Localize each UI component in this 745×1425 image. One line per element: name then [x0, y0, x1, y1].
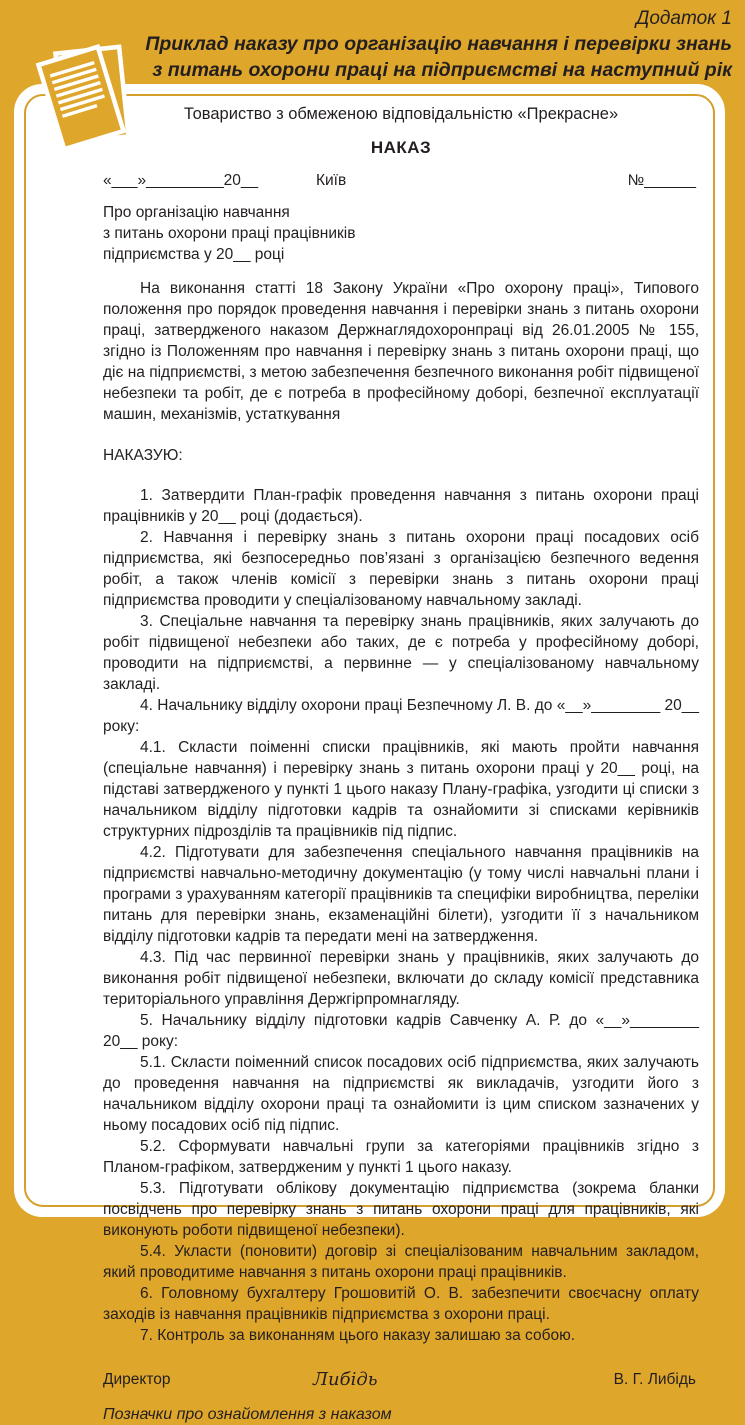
- order-item-4-1: 4.1. Скласти поіменні списки працівників, які мають пройти навчання (спеціальне навчання) і перевірку знань з питань охорони праці у 20__ році, на підставі затвердженого у пункті 1 цього наказу Плану-графіка, узгодити ці списки з начальником відділу підготовки кадрів та ознайомити зі списками керівників структурних підрозділів та працівників під підпис.: [103, 739, 699, 840]
- intro-paragraph: На виконання статті 18 Закону України «Про охорону праці», Типового положення про порядок проведення навчання і перевірки знань з питань охорони праці, затвердженого наказом Держнаглядохоронпраці від 26.01.2005 № 155, згідно із Положенням про навчання і перевірку знань з питань охорони праці, що діє на підприємстві, з метою забезпечення безпечного виконання робіт підвищеної небезпеки та робіт, де є потреба в професійному доборі, безпечної експлуатації машин, механізмів, устаткування: [103, 280, 699, 423]
- order-number-blank: №______: [627, 172, 696, 189]
- order-item-6: 6. Головному бухгалтеру Грошовитій О. В. забезпечити своєчасну оплату заходів із навчання працівників підприємства з охорони праці.: [103, 1285, 699, 1323]
- page-header: [120, 7, 732, 82]
- signature-script: Либідь: [313, 1369, 378, 1390]
- order-item-5-4: 5.4. Укласти (поновити) договір зі спеціалізованим навчальним закладом, який проводитиме навчання з питань охорони праці працівників.: [103, 1243, 699, 1281]
- header-title-line-2: з питань охорони праці на підприємстві на наступний рік: [152, 58, 732, 81]
- company-name: Товариство з обмеженою відповідальністю «Прекрасне»: [183, 105, 619, 123]
- order-items: [103, 485, 699, 1346]
- order-item-7: 7. Контроль за виконанням цього наказу залишаю за собою.: [140, 1327, 575, 1344]
- header-title-line-1: Приклад наказу про організацію навчання і перевірки знань: [145, 33, 732, 55]
- order-item-5: 5. Начальнику відділу підготовки кадрів Савченку А. Р. до «__»________ 20__ року:: [103, 1012, 699, 1050]
- acknowledgement-footnote: Позначки про ознайомлення з наказом: [103, 1406, 392, 1423]
- appendix-label: Додаток 1: [635, 8, 732, 29]
- document-card: [14, 84, 725, 1423]
- document-content: [103, 104, 699, 1425]
- date-city-number-row: [103, 170, 699, 191]
- signature-position: Директор: [103, 1371, 171, 1388]
- order-item-4-3: 4.3. Під час первинної перевірки знань у працівників, яких залучають до виконання робіт підвищеної небезпеки, включати до складу комісії представника територіального управління Держгірпромнагляду.: [103, 949, 699, 1008]
- subject-block: [103, 202, 699, 265]
- order-item-5-1: 5.1. Скласти поіменний список посадових осіб підприємства, яких залучають до проведення навчання на підприємстві як викладачів, узгодити його з начальником відділу охорони праці та ознайомити із цим списком зазначених у ньому посадових осіб під підпис.: [103, 1054, 699, 1134]
- subject-line: підприємства у 20__ році: [103, 246, 285, 263]
- city-label: Київ: [316, 172, 347, 189]
- order-item-4: 4. Начальнику відділу охорони праці Безпечному Л. В. до «__»________ 20__ року:: [103, 697, 699, 735]
- subject-line: з питань охорони праці працівників: [103, 225, 356, 242]
- order-item-3: 3. Спеціальне навчання та перевірку знань працівників, яких залучають до робіт підвищеної небезпеки або таких, де є потреба у професійному доборі, проводити на підприємстві, а первинне — у спеціалізованому навчальному закладі.: [103, 613, 699, 693]
- document-type-title: НАКАЗ: [370, 138, 432, 157]
- document-pages-icon: [22, 30, 152, 180]
- signature-name: В. Г. Либідь: [613, 1371, 696, 1388]
- subject-line: Про організацію навчання: [103, 204, 290, 221]
- order-item-5-3: 5.3. Підготувати облікову документацію підприємства (зокрема бланки посвідчень про перевірку знань з питань охорони праці для працівників, які виконують роботи підвищеної небезпеки).: [103, 1180, 699, 1239]
- signature-row: [103, 1369, 699, 1391]
- order-item-4-2: 4.2. Підготувати для забезпечення спеціального навчання працівників на підприємстві навчально-методичну документацію (у тому числі навчальні плани і програми з урахуванням категорії працівників та специфіки виробництва, переліки питань для перевірки знань, екзаменаційні білети), узгодити її з начальником відділу підготовки кадрів та передати мені на затвердження.: [103, 844, 699, 945]
- date-blank: «___»_________20__: [103, 172, 259, 189]
- order-item-2: 2. Навчання і перевірку знань з питань охорони праці посадових осіб підприємства, які безпосередньо пов’язані з організацією безпечного ведення робіт, а також членів комісії з перевірки знань з питань охорони праці підприємства проводити у спеціалізованому навчальному закладі.: [103, 529, 699, 609]
- order-item-5-2: 5.2. Сформувати навчальні групи за категоріями працівників згідно з Планом-графіком, затвердженим у пункті 1 цього наказу.: [103, 1138, 699, 1176]
- order-word: НАКАЗУЮ:: [103, 447, 183, 464]
- order-item-1: 1. Затвердити План-графік проведення навчання з питань охорони праці працівників у 20__ році (додається).: [103, 487, 699, 525]
